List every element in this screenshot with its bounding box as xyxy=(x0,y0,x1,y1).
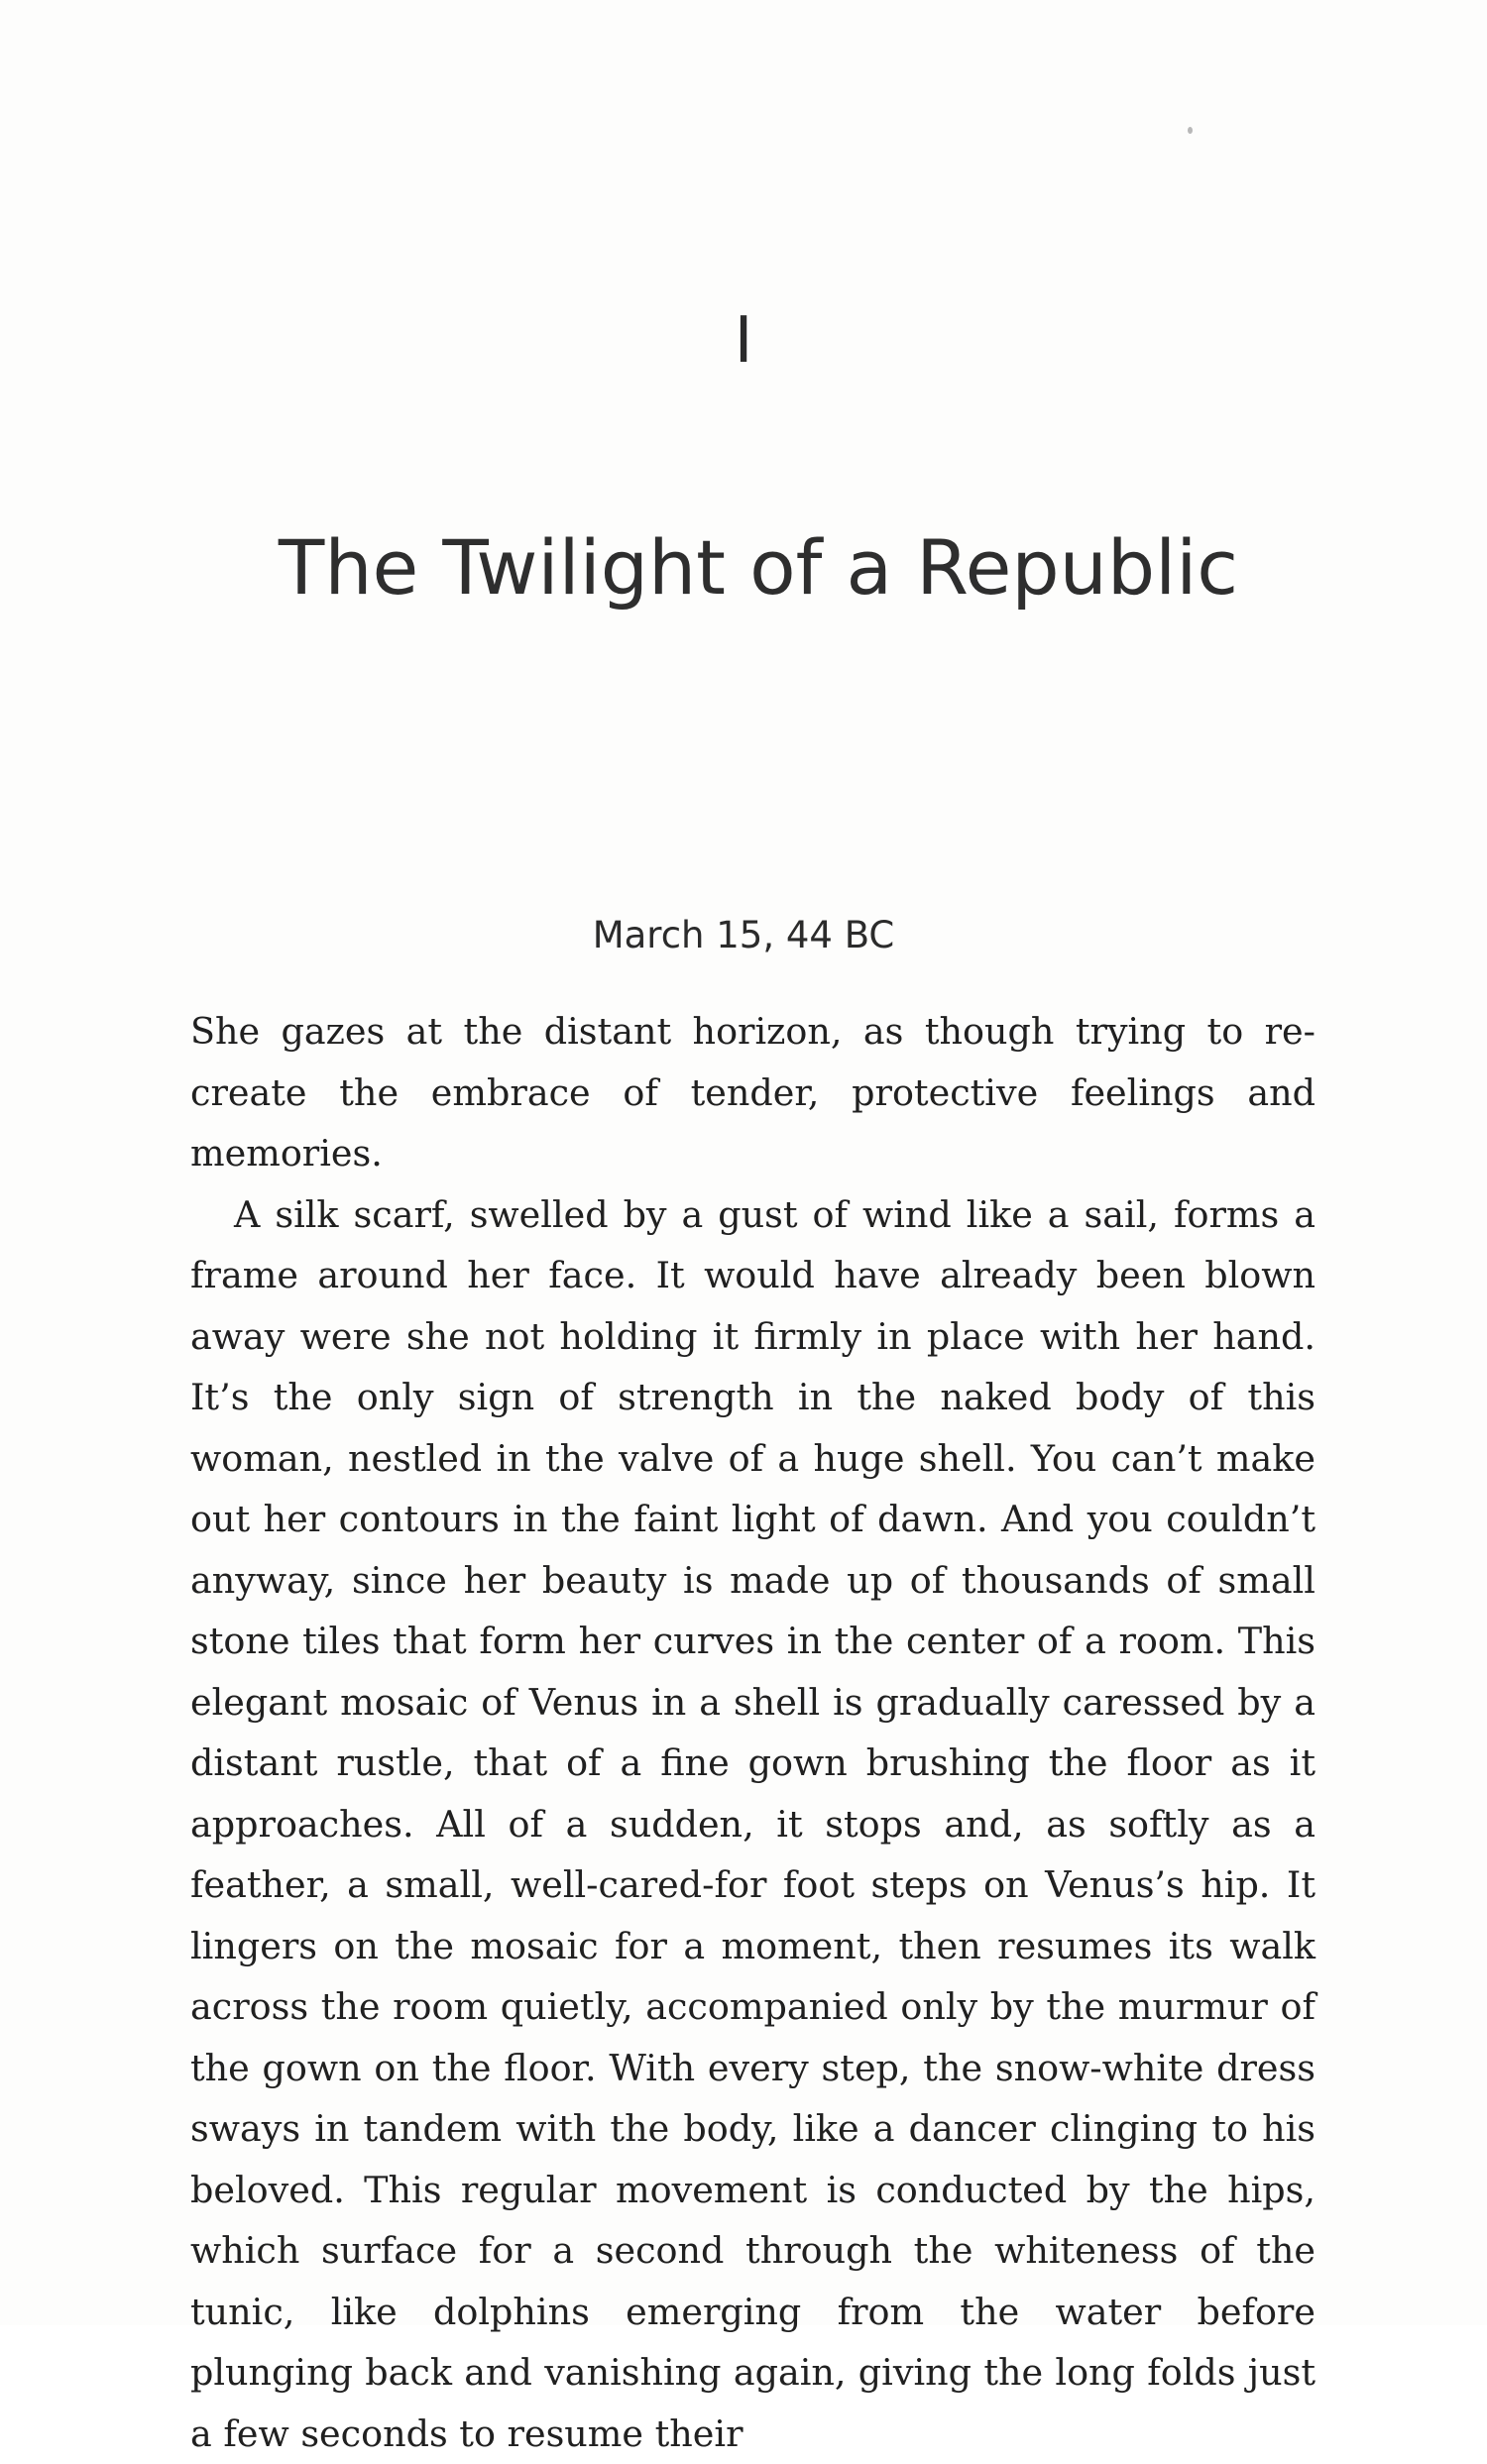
paper-speck xyxy=(1188,127,1193,134)
body-text xyxy=(190,1001,1315,2464)
paragraph-2: A silk scarf, swelled by a gust of wind like a sail, forms a frame around her face. It would have already been blown away were she not holding it firmly in place with her hand. It’s the only sign of strength in the naked body of this woman, nestled in the valve of a huge shell. You can’t make out her contours in the faint light of dawn. And you couldn’t anyway, since her beauty is made up of thousands of small stone tiles that form her curves in the center of a room. This elegant mosaic of Venus in a shell is gradually caressed by a distant rustle, that of a fine gown brushing the floor as it approaches. All of a sudden, it stops and, as softly as a feather, a small, well-cared-for foot steps on Venus’s hip. It lingers on the mosaic for a moment, then resumes its walk across the room quietly, accompanied only by the murmur of the gown on the floor. With every step, the snow-white dress sways in tandem with the body, like a dancer clinging to his beloved. This regular movement is conducted by the hips, which surface for a second through the whiteness of the tunic, like dolphins emerging from the water before plunging back and vanishing again, giving the long folds just a few seconds to resume their xyxy=(190,1184,1315,2464)
chapter-title: The Twilight of a Republic xyxy=(0,530,1487,606)
section-date: March 15, 44 BC xyxy=(0,917,1487,953)
paragraph-1: She gazes at the distant horizon, as though trying to re-create the embrace of tender, protective feelings and memories. xyxy=(190,1001,1315,1184)
chapter-number: I xyxy=(0,309,1487,373)
